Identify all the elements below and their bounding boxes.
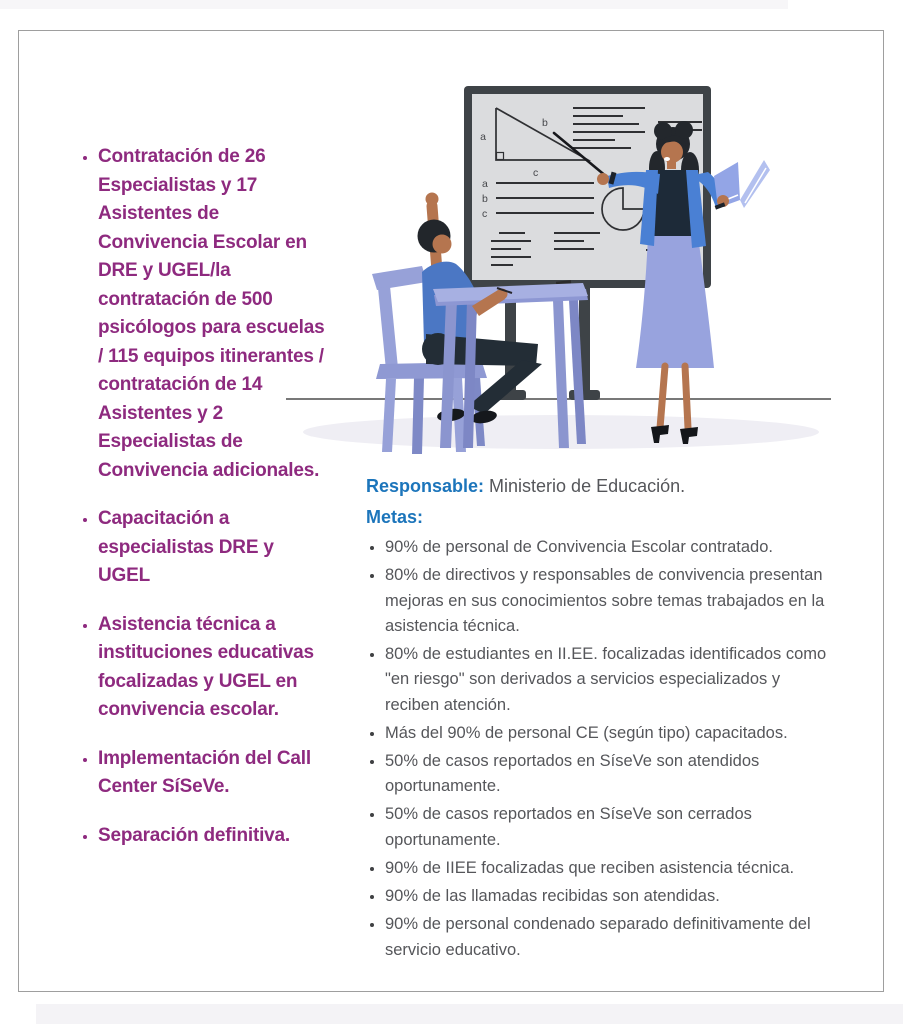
activity-item: • Contratación de 26 Especialistas y 17 Asistentes de Convivencia Escolar en DRE y UGEL/la contratación de 500 psicólogos para escuelas / 115 equipos itinerantes / contratación de 14 Asistentes y 2 Especialistas de Convivencia adicionales.: [98, 143, 330, 485]
teacher-hand-right: [597, 173, 609, 185]
meta-item: • 90% de personal condenado separado definitivamente del servicio educativo.: [385, 912, 836, 962]
meta-item: • 80% de directivos y responsables de convivencia presentan mejoras en sus conocimientos sobre temas trabajados en la asistencia técnica.: [385, 563, 836, 639]
meta-item: • 90% de personal de Convivencia Escolar contratado.: [385, 535, 836, 560]
meta-item: • Más del 90% de personal CE (según tipo) capacitados.: [385, 721, 836, 746]
responsable-value: Ministerio de Educación.: [484, 476, 686, 496]
meta-item: • 50% de casos reportados en SíseVe son cerrados oportunamente.: [385, 802, 836, 852]
meta-item: • 90% de las llamadas recibidas son atendidas.: [385, 884, 836, 909]
triangle-label-c: c: [533, 167, 539, 179]
responsable-label: Responsable:: [366, 476, 485, 496]
page-bottom-margin: [36, 1004, 903, 1024]
classroom-illustration: [286, 76, 851, 461]
activity-item: • Asistencia técnica a instituciones educativas focalizadas y UGEL en convivencia escolar.: [98, 611, 330, 725]
document-frame: [18, 30, 884, 992]
details-column: [366, 473, 836, 966]
list-label-b: b: [482, 193, 488, 205]
meta-item: • 80% de estudiantes en II.EE. focalizadas identificados como "en riesgo" son derivados a servicios especializados y reciben atención.: [385, 642, 836, 718]
board-list-labels: [482, 178, 488, 220]
metas-list: [366, 535, 836, 963]
meta-item: • 90% de IIEE focalizadas que reciben asistencia técnica.: [385, 856, 836, 881]
triangle-label-a: a: [480, 131, 486, 143]
teacher-leg: [685, 366, 688, 428]
activity-item: • Capacitación a especialistas DRE y UGEL: [98, 505, 330, 591]
activity-item: • Separación definitiva.: [98, 822, 330, 851]
list-label-c: c: [482, 208, 488, 220]
meta-item: • 50% de casos reportados en SíseVe son atendidos oportunamente.: [385, 749, 836, 799]
teacher-leg: [660, 366, 665, 428]
teacher-smile: [664, 157, 670, 161]
metas-label: Metas:: [366, 507, 424, 527]
triangle-label-b: b: [542, 117, 548, 129]
activity-item: • Implementación del Call Center SíSeVe.: [98, 745, 330, 802]
list-label-a: a: [482, 178, 488, 190]
responsable-line: [366, 473, 836, 500]
student-face: [433, 235, 452, 254]
page-top-margin: [0, 0, 788, 9]
activities-list: [77, 143, 330, 870]
raised-hand: [426, 193, 439, 206]
